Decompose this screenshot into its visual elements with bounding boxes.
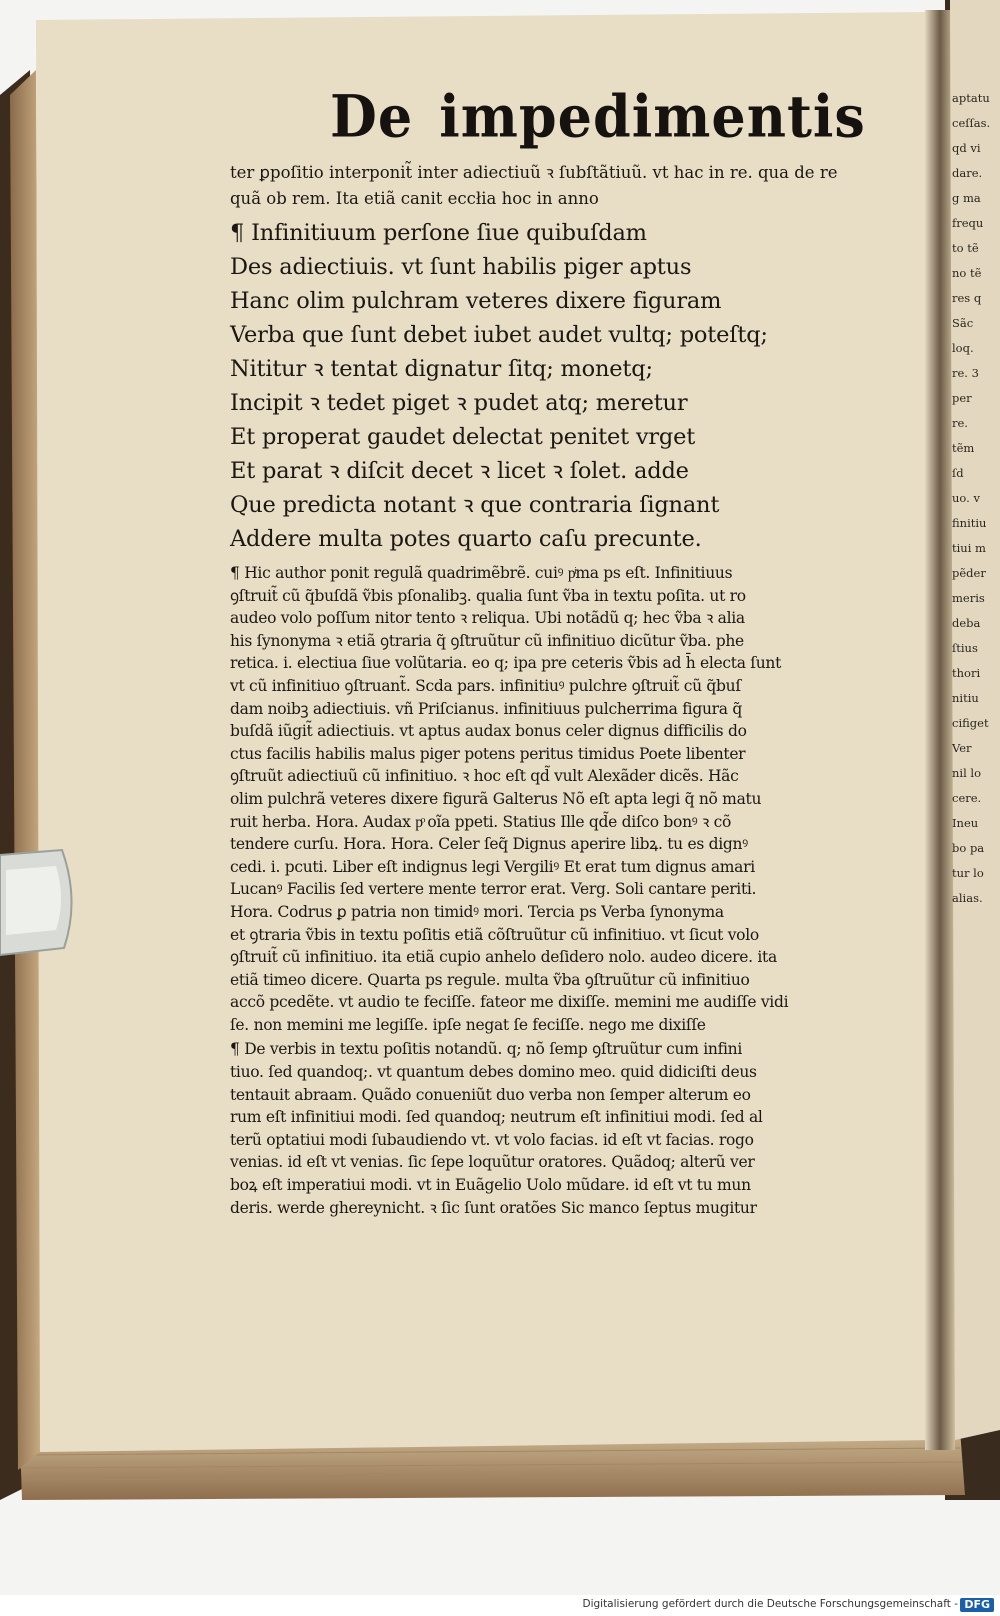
verse-line: Addere multa potes quarto caſu precunte. [230,526,702,552]
next-page-line: qd vi [952,141,981,155]
running-head-word-2: impedimentis [439,81,866,151]
next-page-line: tẽm [952,441,975,455]
commentary-line: venias. id eſt vt venias. ſic ſepe loquũtur oratores. Quãdoq; alterũ ver [230,1153,755,1172]
commentary-line: ¶ De verbis in textu poſitis notandũ. q; nõ ſemp ꝯſtruũtur cum infini [230,1040,743,1059]
footer-bar [0,1595,1000,1616]
next-page-line: nitiu [952,691,979,705]
next-page-line: finitiu [952,516,987,530]
commentary-line: boꝝ eſt imperatiui modi. vt in Euãgelio Uolo mũdare. id eſt vt tu mun [230,1176,751,1195]
commentary-line: ctus facilis habilis malus piger potens peritus timidus Poete libenter [230,744,746,763]
prose-top [230,160,840,212]
commentary-line: Hora. Codrus ꝑ patria non timidꝰ mori. Tercia ps Verba ſynonyma [230,902,724,921]
verse-line: Verba que ſunt debet iubet audet vultq; poteſtq; [230,322,768,348]
commentary-line: ¶ Hic author ponit regulã quadrimẽbrẽ. cuiꝰ pͥma ps eſt. Infinitiuus [230,564,733,582]
commentary-line: ꝯſtruit̃ cũ infinitiuo. ita etiã cupio anhelo deſidero nolo. audeo dicere. ita [230,948,777,967]
commentary-line: his ſynonyma ꝛ etiã ꝯtraria q̃ ꝯſtruũtur cũ infinitiuo dicũtur ṽba. phe [230,631,744,650]
commentary-line: cedi. i. pcuti. Liber eſt indignus legi Vergiliꝰ Et erat tum dignus amari [230,857,755,876]
verse-line: Des adiectiuis. vt ſunt habilis piger aptus [230,254,692,280]
commentary-line: et ꝯtraria ṽbis in textu poſitis etiã cõſtruũtur cũ infinitiuo. vt ſicut volo [230,925,759,944]
next-page-line: per [952,391,972,405]
next-page-line: g ma [952,191,981,205]
next-page-line: Ineu [952,816,979,830]
commentary-line: audeo volo poſſum nitor tento ꝛ reliqua. Ubi notãdũ q; hec ṽba ꝛ alia [230,609,745,628]
next-page-line: cere. [952,791,982,805]
next-page-line: bo pa [952,841,985,855]
verse-line: Incipit ꝛ tedet piget ꝛ pudet atq; meretur [230,390,688,416]
commentary-line: tiuo. ſed quandoq;. vt quantum debes domino meo. quid didiciſti deus [230,1063,757,1082]
dfg-logo: DFG [960,1598,994,1612]
running-head-word-1: De [330,81,414,151]
next-page-line: no tẽ [952,266,982,280]
next-page-line: nil lo [952,766,982,780]
commentary-line: retica. i. electiua ſiue volũtaria. eo q; ipa pre ceteris ṽbis ad h̄ electa ſunt [230,654,782,673]
footer-credit: Digitalisierung gefördert durch die Deutsche Forschungsgemeinschaft - [582,1598,958,1610]
next-page-line: Ver [952,741,972,755]
next-page-line: meris [952,591,985,605]
next-page-line: deba [952,616,981,630]
verse-line: Et parat ꝛ diſcit decet ꝛ licet ꝛ ſolet. adde [230,458,689,484]
commentary-line: Lucanꝰ Facilis ſed vertere mente terror erat. Verg. Soli cantare periti. [230,880,757,899]
running-head [330,81,866,150]
next-page-line: ſd [952,466,964,480]
next-page-line: res q [952,291,982,305]
next-page-line: dare. [952,166,983,180]
commentary-line: etiã timeo dicere. Quarta ps regule. multa ṽba ꝯſtruũtur cũ infinitiuo [230,970,750,989]
commentary-line: tentauit abraam. Quãdo conueniũt duo verba non ſemper alterum eo [230,1085,751,1104]
verse-line: ¶ Infinitiuum perſone ſiue quibuſdam [230,220,647,246]
commentary-line: deris. werde ghereynicht. ꝛ ſic ſunt oratões Sic manco ſeptus mugitur [230,1198,757,1217]
next-page-line: to tẽ [952,241,979,255]
commentary-line: tendere curſu. Hora. Hora. Celer ſeq̃ Dignus aperire libꝝ. tu es dignꝰ [230,835,748,854]
next-page-line: tur lo [952,866,984,880]
next-page-line: Sãc [952,316,974,330]
commentary-line: rum eſt infinitiui modi. ſed quandoq; neutrum eſt infinitiui modi. ſed al [230,1108,763,1127]
prose-line: ter ꝑpoſitio interponit̃ inter adiectiuũ ꝛ ſubſtãtiuũ. vt hac in re. qua de re [230,163,838,182]
commentary-block [230,562,840,1219]
commentary-line: olim pulchrã veteres dixere figurã Galterus Nõ eſt apta legi q̃ nõ matu [230,789,762,808]
next-page-line: frequ [952,216,984,230]
next-page-line: uo. v [952,491,980,505]
commentary-line: buſdã iũgit̃ adiectiuis. vt aptus audax bonus celer dignus difficilis do [230,722,747,741]
next-page-line: thori [952,666,981,680]
next-page-fragment [952,86,1000,911]
commentary-line: accõ pcedẽte. vt audio te feciſſe. fateor me dixiſſe. memini me audiſſe vidi [230,993,789,1012]
verse-line: Hanc olim pulchram veteres dixere figuram [230,288,722,314]
next-page-line: aptatu [952,91,990,105]
next-page-line: re. [952,416,968,430]
page-text-block [230,160,840,1219]
prose-line: quã ob rem. Ita etiã canit eccłia hoc in anno [230,189,599,208]
commentary-line: ꝯſtruũt adiectiuũ cũ infinitiuo. ꝛ hoc eſt qd̃ vult Alexãder dicẽs. Hãc [230,767,739,786]
verse-line: Et properat gaudet delectat penitet vrget [230,424,696,450]
commentary-line: ꝯſtruit̃ cũ q̃buſdã ṽbis pſonalibꝫ. qualia ſunt ṽba in textu poſita. ut ro [230,586,746,605]
verse-block [230,216,840,556]
verse-line: Nititur ꝛ tentat dignatur ſitq; monetq; [230,356,653,382]
next-page-line: ſtius [952,641,978,655]
verse-line: Que predicta notant ꝛ que contraria ſignant [230,492,720,518]
next-page-line: tiui m [952,541,986,555]
commentary-line: dam noibꝫ adiectiuis. vñ Priſcianus. infinitiuus pulcherrima figura q̃ [230,699,742,718]
next-page-line: ceſſas. [952,116,991,130]
commentary-line: ſe. non memini me legiſſe. ipſe negat ſe feciſſe. nego me dixiſſe [230,1015,706,1034]
commentary-line: terũ optatiui modi ſubaudiendo vt. vt volo facias. id eſt vt facias. rogo [230,1130,754,1149]
next-page-line: loq. [952,341,974,355]
commentary-line: ruit herba. Hora. Audax pͦ oĩa ppeti. Statius Ille qd̃e diſco bonꝰ ꝛ cõ [230,812,732,831]
next-page-line: alias. [952,891,983,905]
next-page-line: cifiget [952,716,989,730]
next-page-line: re. 3 [952,366,979,380]
next-page-line: pẽder [952,566,986,580]
commentary-line: vt cũ infinitiuo ꝯſtruant̃. Scda pars. infinitiuꝰ pulchre ꝯſtruit̃ cũ q̃buſ [230,676,741,695]
